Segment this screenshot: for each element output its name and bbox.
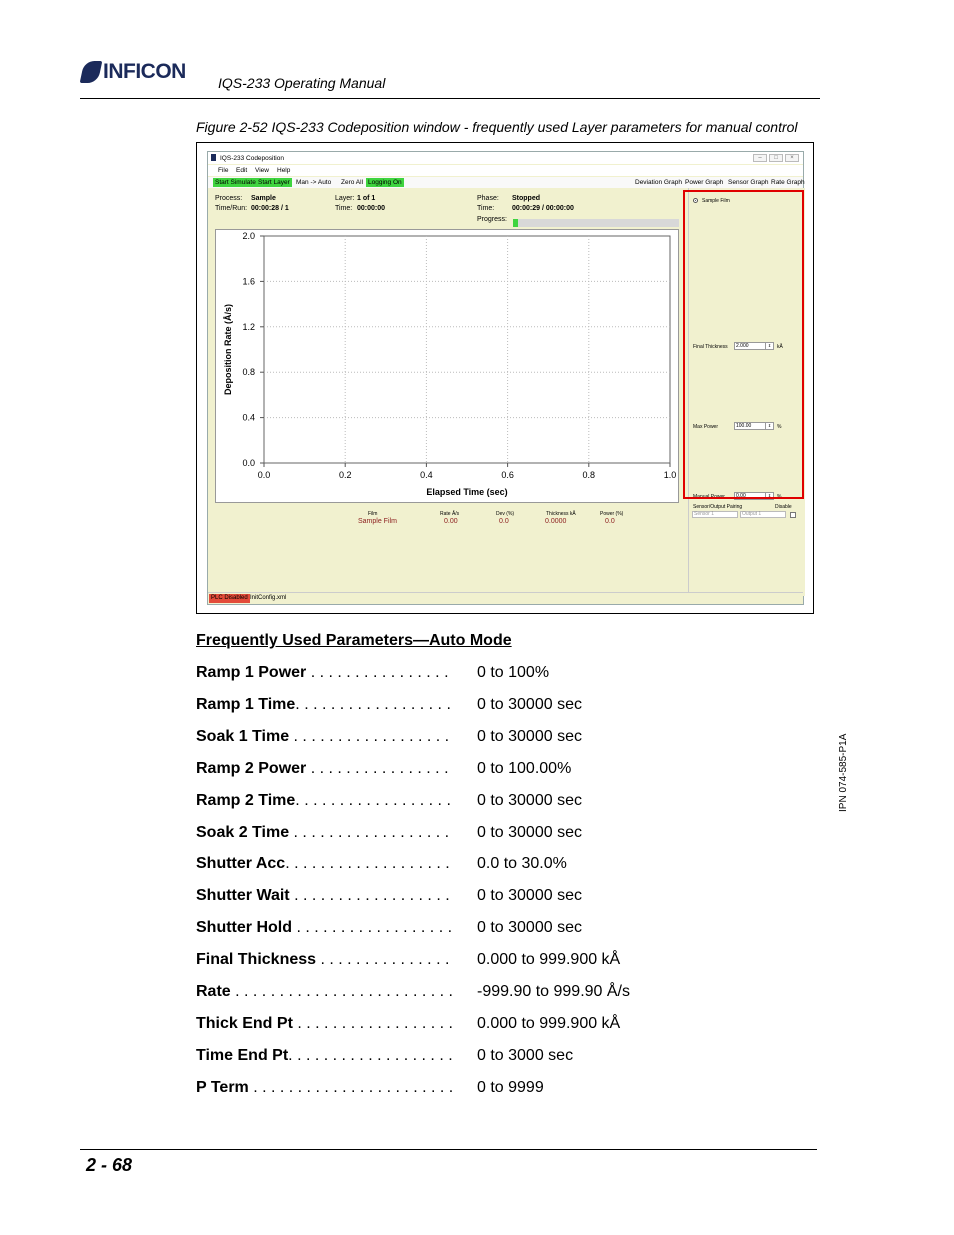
parameter-range: 0 to 30000 sec — [477, 887, 582, 905]
max-power-input[interactable]: 100.00 ⇕ — [734, 422, 774, 430]
parameter-name: Ramp 1 Time — [196, 695, 296, 713]
plc-status: PLC Disabled — [211, 595, 248, 601]
window-titlebar — [208, 152, 803, 164]
parameter-row — [196, 791, 582, 810]
manual-power-unit: % — [777, 494, 782, 500]
y-tick-label: 0.8 — [242, 367, 255, 378]
app-icon — [211, 154, 216, 161]
parameter-row — [196, 727, 582, 746]
parameter-leader: . . . . . . . . . . . . . . . . . . . — [285, 855, 450, 873]
minimize-button[interactable]: – — [753, 154, 767, 162]
man-auto-button[interactable]: Man -> Auto — [296, 179, 332, 186]
layer-label: Layer: — [335, 195, 355, 202]
pairing-label: Sensor/Output Pairing — [693, 504, 743, 510]
parameter-name: Rate — [196, 983, 231, 1000]
start-simulate-button[interactable]: Start Simulate — [215, 179, 256, 186]
parameter-row — [196, 759, 572, 778]
window-title: IQS-233 Codeposition — [220, 155, 284, 162]
parameter-name: Shutter Hold — [196, 919, 292, 937]
y-tick-label: 0.4 — [242, 412, 255, 423]
time-value: 00:00:00 — [357, 205, 386, 212]
x-tick-label: 0.0 — [257, 470, 271, 480]
manual-power-label: Manual Power — [693, 494, 725, 500]
parameter-range: 0 to 100% — [477, 664, 550, 681]
phase-label: Phase: — [477, 195, 499, 202]
parameter-leader: . . . . . . . . . . . . . . . . . . — [295, 695, 451, 713]
time2-label: Time: — [477, 205, 495, 212]
time2-value: 00:00:29 / 00:00:00 — [512, 205, 574, 212]
readout-dev: 0.0 — [499, 518, 509, 525]
sensor-graph-tab[interactable]: Sensor Graph — [728, 179, 769, 186]
config-file: InitConfig.xml — [250, 595, 287, 601]
readout-header-power: Power (%) — [600, 511, 624, 517]
parameter-leader: . . . . . . . . . . . . . . . . . . — [289, 727, 450, 745]
start-layer-button[interactable]: Start Layer — [258, 179, 290, 186]
plot-area — [264, 236, 670, 463]
footer-rule — [80, 1149, 817, 1150]
parameter-range: 0 to 100.00% — [477, 759, 572, 777]
x-tick-label: 0.8 — [582, 470, 596, 480]
layer-value: 1 of 1 — [357, 195, 376, 202]
readout-thickness: 0.0000 — [545, 518, 567, 525]
parameter-leader: . . . . . . . . . . . . . . . . . . . . . . . — [248, 1078, 454, 1096]
parameter-leader: . . . . . . . . . . . . . . . . . . — [289, 823, 450, 841]
parameter-name: Thick End Pt — [196, 1014, 293, 1032]
side-code: IPN 074-585-P1A — [838, 733, 849, 812]
timerun-value: 00:00:28 / 1 — [251, 205, 289, 212]
readout-header-thickness: Thickness kÅ — [546, 511, 576, 517]
parameter-range: 0 to 30000 sec — [477, 823, 582, 841]
parameter-row — [196, 1078, 544, 1097]
parameter-range: 0.000 to 999.900 kÅ — [477, 951, 621, 969]
parameter-range: 0 to 3000 sec — [477, 1046, 574, 1064]
parameter-name: Ramp 2 Power — [196, 759, 307, 777]
output-select[interactable]: Output 1 — [740, 511, 786, 518]
parameter-range: 0 to 30000 sec — [477, 695, 582, 713]
parameter-range: 0.000 to 999.900 kÅ — [477, 1014, 621, 1032]
y-tick-label: 2.0 — [242, 231, 255, 241]
process-value: Sample — [251, 195, 276, 202]
parameter-leader: . . . . . . . . . . . . . . . . — [306, 664, 449, 681]
parameter-range: 0 to 30000 sec — [477, 727, 582, 745]
max-power-label: Max Power — [693, 424, 719, 430]
menu-help[interactable]: Help — [277, 167, 291, 174]
parameter-row — [196, 951, 621, 969]
manual-title: IQS-233 Operating Manual — [218, 75, 386, 91]
parameter-row — [196, 823, 582, 842]
parameter-row — [196, 1014, 621, 1033]
progress-label: Progress: — [477, 216, 507, 223]
x-tick-label: 0.2 — [338, 470, 352, 480]
codeposition-window — [207, 151, 804, 605]
disable-checkbox[interactable] — [790, 512, 796, 518]
figure-screenshot — [196, 142, 814, 614]
manual-power-input[interactable]: 0.00 ⇕ — [734, 492, 774, 500]
parameter-row — [196, 1046, 574, 1065]
readout-header-dev: Dev (%) — [496, 511, 515, 517]
figure-caption: Figure 2-52 IQS-233 Codeposition window - frequently used Layer parameters for manual control — [196, 119, 798, 135]
page-number: 2 - 68 — [86, 1155, 133, 1175]
readout-header-rate: Rate Å/s — [440, 511, 460, 517]
process-label: Process: — [215, 195, 243, 202]
parameter-name: Final Thickness — [196, 951, 317, 969]
parameter-name: Ramp 2 Time — [196, 791, 296, 809]
y-tick-label: 1.2 — [242, 321, 255, 332]
inficon-logo-icon — [80, 61, 103, 83]
rate-chart-svg — [216, 230, 680, 504]
readout-header-film: Film — [368, 511, 378, 517]
spinner-icon: ⇕ — [765, 423, 773, 429]
parameter-range: 0 to 30000 sec — [477, 791, 582, 809]
parameter-row — [196, 664, 550, 682]
status-bar — [208, 592, 803, 604]
progress-bar — [513, 219, 679, 227]
time-label: Time: — [335, 205, 353, 212]
section-title: Frequently Used Parameters—Auto Mode — [196, 632, 512, 649]
x-tick-label: 0.4 — [420, 470, 433, 480]
y-tick-label: 0.0 — [242, 458, 255, 468]
close-button[interactable]: × — [785, 154, 799, 162]
parameter-leader: . . . . . . . . . . . . . . . . — [306, 759, 449, 777]
header-rule — [80, 98, 820, 99]
parameter-name: Soak 1 Time — [196, 727, 290, 745]
parameter-range: 0 to 30000 sec — [477, 919, 582, 937]
film-option-label: Sample Film — [702, 198, 730, 204]
parameter-leader: . . . . . . . . . . . . . . . . . . — [292, 1014, 453, 1032]
parameter-row — [196, 983, 630, 1001]
deviation-graph-tab[interactable]: Deviation Graph — [635, 179, 682, 186]
parameter-leader: . . . . . . . . . . . . . . . — [316, 951, 450, 969]
menu-file[interactable]: File — [218, 167, 229, 174]
parameter-name: Ramp 1 Power — [196, 664, 307, 681]
readout-film: Sample Film — [358, 518, 397, 525]
menu-view[interactable]: View — [255, 167, 269, 174]
logging-on-button[interactable]: Logging On — [368, 179, 402, 186]
parameter-row — [196, 919, 582, 937]
brand-name: INFICON — [103, 60, 186, 83]
parameter-leader: . . . . . . . . . . . . . . . . . . — [289, 887, 450, 905]
disable-label: Disable — [775, 504, 792, 510]
parameter-leader: . . . . . . . . . . . . . . . . . . . — [288, 1046, 453, 1064]
max-power-unit: % — [777, 424, 782, 430]
spinner-icon: ⇕ — [765, 343, 773, 349]
rate-graph-tab[interactable]: Rate Graph — [771, 179, 805, 186]
progress-fill — [513, 219, 518, 227]
y-axis-label: Deposition Rate (Å/s) — [223, 303, 233, 396]
x-tick-label: 1.0 — [663, 470, 677, 480]
rate-chart — [215, 229, 679, 503]
parameter-leader: . . . . . . . . . . . . . . . . . . — [292, 919, 453, 937]
toolbar — [208, 177, 803, 188]
parameter-name: Shutter Wait — [196, 887, 290, 905]
highlight-frame — [683, 190, 804, 499]
spinner-icon: ⇕ — [765, 493, 773, 499]
parameter-range: 0.0 to 30.0% — [477, 855, 567, 873]
final-thickness-label: Final Thickness — [693, 344, 728, 350]
menu-bar — [208, 165, 803, 176]
power-graph-tab[interactable]: Power Graph — [685, 179, 724, 186]
parameter-name: Shutter Acc — [196, 855, 286, 873]
parameter-row — [196, 695, 582, 714]
parameter-range: 0 to 9999 — [477, 1078, 544, 1096]
y-tick-label: 1.6 — [242, 276, 255, 287]
parameter-row — [196, 855, 567, 873]
x-axis-label: Elapsed Time (sec) — [426, 487, 508, 497]
parameter-leader: . . . . . . . . . . . . . . . . . . . . . . . . . — [230, 983, 453, 1000]
parameter-name: Time End Pt — [196, 1046, 289, 1064]
zero-all-button[interactable]: Zero All — [341, 179, 364, 186]
inficon-logo — [82, 60, 186, 84]
maximize-button[interactable]: □ — [769, 154, 783, 162]
parameter-leader: . . . . . . . . . . . . . . . . . . — [295, 791, 451, 809]
readout-rate: 0.00 — [444, 518, 458, 525]
parameter-name: P Term — [196, 1078, 249, 1096]
menu-edit[interactable]: Edit — [236, 167, 248, 174]
timerun-label: Time/Run: — [215, 205, 248, 212]
final-thickness-input[interactable]: 2.000 ⇕ — [734, 342, 774, 350]
sensor-select[interactable]: Sensor 1 — [692, 511, 738, 518]
parameter-range: -999.90 to 999.90 Å/s — [477, 983, 630, 1000]
parameter-name: Soak 2 Time — [196, 823, 290, 841]
parameter-row — [196, 887, 582, 905]
x-tick-label: 0.6 — [501, 470, 514, 480]
final-thickness-unit: kÅ — [777, 344, 783, 350]
readout-power: 0.0 — [605, 518, 615, 525]
phase-value: Stopped — [512, 195, 540, 202]
